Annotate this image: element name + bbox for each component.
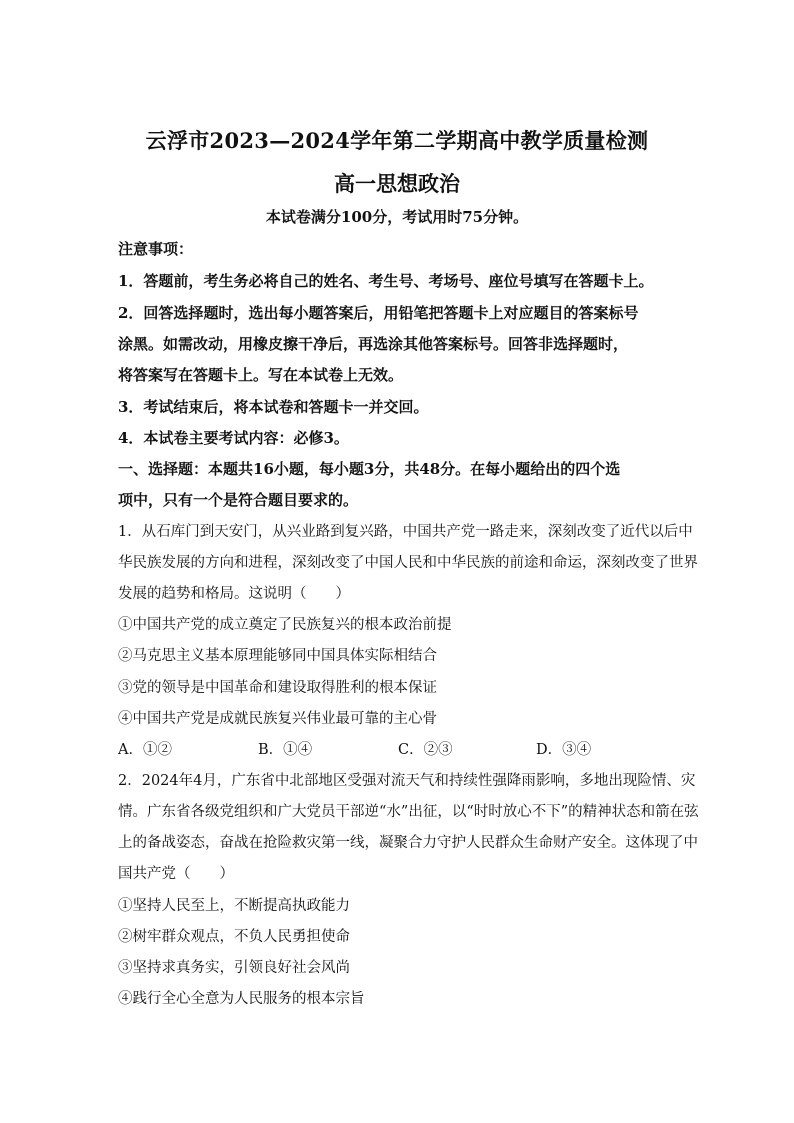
page-title: 云浮市2023—2024学年第二学期高中教学质量检测 bbox=[145, 128, 649, 153]
notice-item: 将答案写在答题卡上。写在本试卷上无效。 bbox=[118, 366, 404, 384]
question-1-option-c: C．②③ bbox=[398, 742, 453, 758]
question-1-statement: ④中国共产党是成就民族复兴伟业最可靠的主心骨 bbox=[118, 711, 437, 727]
section-heading: 项中，只有一个是符合题目要求的。 bbox=[118, 491, 359, 509]
question-1-text: 1．从石库门到天安门，从兴业路到复兴路，中国共产党一路走来，深刻改变了近代以后中 bbox=[118, 524, 693, 540]
question-2-text: 情。广东省各级党组织和广大党员干部逆“水”出征，以“时时放心不下”的精神状态和箭在弦 bbox=[118, 804, 699, 820]
notice-heading: 注意事项： bbox=[118, 240, 194, 258]
question-1-text: 华民族发展的方向和进程，深刻改变了中国人民和中华民族的前途和命运，深刻改变了世界 bbox=[118, 555, 698, 571]
notice-item: 1．答题前，考生务必将自己的姓名、考生号、考场号、座位号填写在答题卡上。 bbox=[118, 272, 654, 290]
question-1-option-d: D．③④ bbox=[536, 742, 592, 758]
question-2-statement: ②树牢群众观点，不负人民勇担使命 bbox=[118, 929, 350, 945]
question-1-statement: ①中国共产党的成立奠定了民族复兴的根本政治前提 bbox=[118, 617, 452, 633]
score-info: 本试卷满分100分，考试用时75分钟。 bbox=[265, 208, 529, 226]
question-1-statement: ③党的领导是中国革命和建设取得胜利的根本保证 bbox=[118, 680, 437, 696]
question-2-statement: ③坚持求真务实，引领良好社会风尚 bbox=[118, 960, 350, 976]
question-2-text: 上的备战姿态，奋战在抢险救灾第一线，凝聚合力守护人民群众生命财产安全。这体现了中 bbox=[118, 835, 698, 851]
question-2-text: 2．2024年4月，广东省中北部地区受强对流天气和持续性强降雨影响，多地出现险情、灾 bbox=[118, 773, 696, 789]
notice-item: 4．本试卷主要考试内容：必修3。 bbox=[118, 429, 349, 447]
notice-item: 2．回答选择题时，选出每小题答案后，用铅笔把答题卡上对应题目的答案标号 bbox=[118, 304, 639, 322]
question-1-text: 发展的趋势和格局。这说明（ ） bbox=[118, 586, 350, 602]
question-1-option-b: B．①④ bbox=[258, 742, 313, 758]
question-2-text: 国共产党（ ） bbox=[118, 866, 234, 882]
section-heading: 一、选择题：本题共16小题，每小题3分，共48分。在每小题给出的四个选 bbox=[118, 460, 621, 478]
notice-item: 涂黑。如需改动，用橡皮擦干净后，再选涂其他答案标号。回答非选择题时， bbox=[118, 335, 629, 353]
question-2-statement: ①坚持人民至上，不断提高执政能力 bbox=[118, 898, 350, 914]
page-subtitle: 高一思想政治 bbox=[334, 171, 460, 196]
notice-item: 3．考试结束后，将本试卷和答题卡一并交回。 bbox=[118, 398, 429, 416]
question-1-option-a: A．①② bbox=[118, 742, 172, 758]
question-2-statement: ④践行全心全意为人民服务的根本宗旨 bbox=[118, 991, 365, 1007]
question-1-statement: ②马克思主义基本原理能够同中国具体实际相结合 bbox=[118, 648, 437, 664]
